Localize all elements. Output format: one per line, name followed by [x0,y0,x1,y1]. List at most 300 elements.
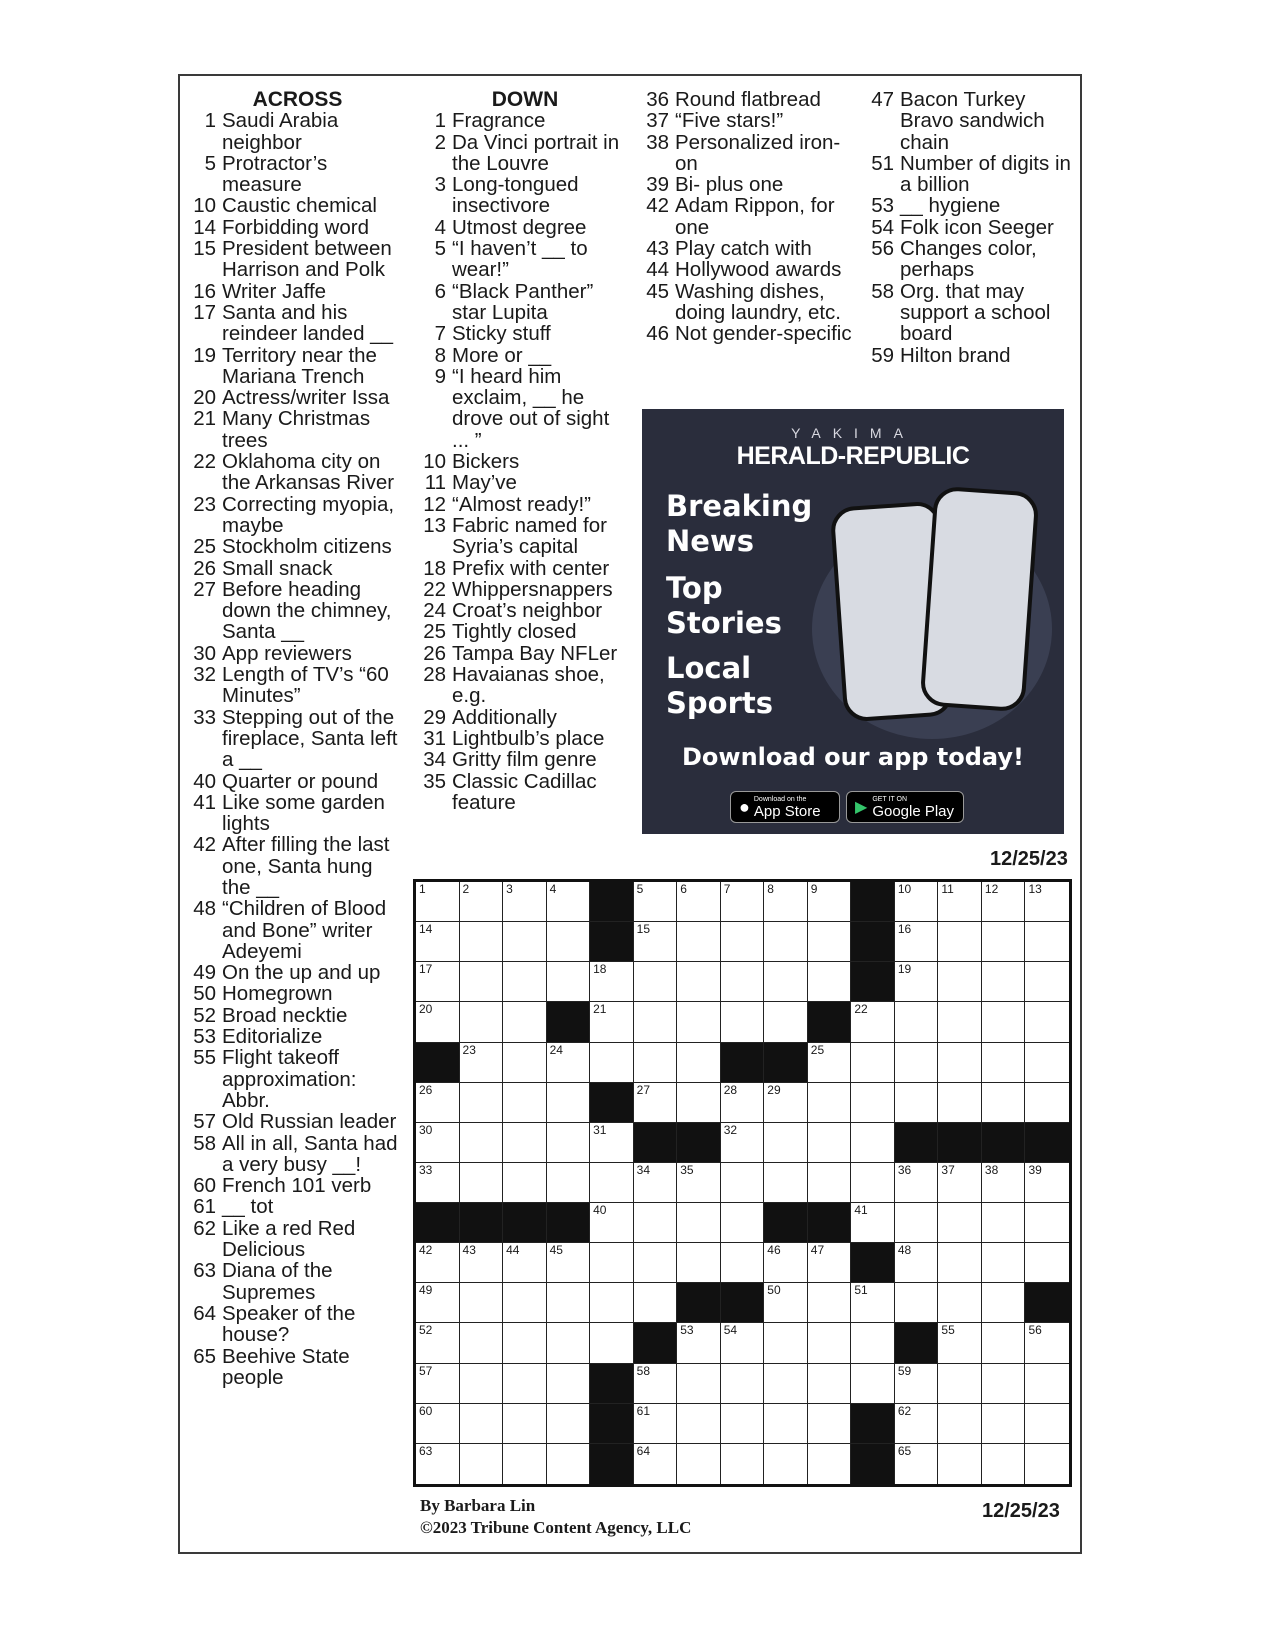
grid-cell[interactable] [547,1163,591,1203]
grid-cell[interactable] [677,1323,721,1363]
grid-cell[interactable] [547,1404,591,1444]
grid-cell[interactable] [721,922,765,962]
grid-cell[interactable] [503,1163,547,1203]
grid-cell[interactable] [764,1404,808,1444]
grid-cell[interactable] [1025,1083,1069,1123]
grid-cell[interactable] [503,1123,547,1163]
grid-cell[interactable] [634,882,678,922]
clue-text: Classic Cadillac feature [452,769,597,814]
clue-text: Sticky stuff [452,322,551,346]
grid-cell[interactable] [938,922,982,962]
grid-cell[interactable] [938,1444,982,1484]
grid-cell[interactable] [460,1444,504,1484]
across-clue [190,664,405,707]
grid-cell[interactable] [1025,1163,1069,1203]
clue-number: 58 [871,279,894,303]
grid-cell[interactable] [764,1323,808,1363]
clue-text: Protractor’s measure [222,151,328,197]
grid-cell[interactable] [938,1243,982,1283]
clue-number: 10 [193,194,216,218]
grid-cell[interactable] [764,1283,808,1323]
down-clue [420,579,630,600]
grid-cell[interactable] [895,1043,939,1083]
grid-cell[interactable] [808,1323,852,1363]
grid-cell[interactable] [895,922,939,962]
grid-cell[interactable] [460,882,504,922]
grid-cell[interactable] [721,962,765,1002]
clue-number: 32 [193,663,216,687]
cell-number: 24 [549,1042,563,1057]
grid-cell[interactable] [677,1083,721,1123]
grid-cell[interactable] [503,962,547,1002]
grid-cell[interactable] [938,1203,982,1243]
clue-number: 15 [193,237,216,261]
clue-text: “I heard him exclaim, __ he drove out of sight ... ” [452,364,610,452]
grid-cell[interactable] [938,882,982,922]
grid-cell[interactable] [677,1043,721,1083]
grid-cell[interactable] [460,1364,504,1404]
clue-number: 8 [434,343,446,367]
grid-cell[interactable] [590,1203,634,1243]
grid-cell[interactable] [938,1404,982,1444]
grid-cell[interactable] [1025,1444,1069,1484]
grid-cell[interactable] [416,1002,460,1042]
clue-text: Actress/writer Issa [222,386,390,410]
grid-cell[interactable] [503,1002,547,1042]
grid-cell[interactable] [503,1043,547,1083]
grid-cell[interactable] [764,962,808,1002]
across-list [190,110,405,1388]
clue-number: 5 [204,151,216,175]
grid-cell[interactable] [808,1283,852,1323]
grid-cell[interactable] [895,1083,939,1123]
grid-cell[interactable] [503,922,547,962]
grid-cell[interactable] [547,1043,591,1083]
grid-cell[interactable] [416,1243,460,1283]
grid-cell[interactable] [938,962,982,1002]
clue-text: Editorialize [222,1025,323,1049]
grid-cell[interactable] [764,1083,808,1123]
grid-cell[interactable] [895,1002,939,1042]
clue-text: Bickers [452,450,520,474]
grid-cell[interactable] [416,1444,460,1484]
grid-cell[interactable] [851,1002,895,1042]
grid-cell[interactable] [764,1123,808,1163]
grid-cell[interactable] [764,1364,808,1404]
grid-cell[interactable] [503,1364,547,1404]
cell-number: 20 [419,1002,433,1017]
grid-cell[interactable] [808,1083,852,1123]
clue-text: Havaianas shoe, e.g. [452,663,605,708]
grid-cell[interactable] [416,922,460,962]
cell-number: 53 [680,1323,694,1338]
grid-cell[interactable] [721,1444,765,1484]
grid-cell[interactable] [547,1364,591,1404]
grid-cell[interactable] [851,1323,895,1363]
grid-cell[interactable] [460,1404,504,1444]
grid-cell[interactable] [460,1083,504,1123]
grid-cell[interactable] [460,1163,504,1203]
grid-cell[interactable] [1025,1243,1069,1283]
grid-cell[interactable] [938,1163,982,1203]
black-square [503,1203,547,1243]
grid-cell[interactable] [1025,1364,1069,1404]
herald-republic-ad[interactable] [642,409,1064,834]
grid-cell[interactable] [460,962,504,1002]
grid-cell[interactable] [460,1002,504,1042]
cell-number: 17 [419,962,433,977]
black-square [851,1243,895,1283]
grid-cell[interactable] [938,1002,982,1042]
grid-cell[interactable] [416,1163,460,1203]
across-clue [190,302,405,345]
black-square [808,1002,852,1042]
down-clue [420,366,630,451]
cell-number: 40 [593,1203,607,1218]
clue-text: Bacon Turkey Bravo sandwich chain [900,88,1045,154]
grid-cell[interactable] [808,1123,852,1163]
grid-cell[interactable] [982,1243,1026,1283]
grid-cell[interactable] [721,1404,765,1444]
grid-cell[interactable] [634,1283,678,1323]
grid-cell[interactable] [677,882,721,922]
grid-cell[interactable] [590,1163,634,1203]
clue-text: Saudi Arabia neighbor [222,109,339,154]
grid-cell[interactable] [982,1163,1026,1203]
grid-cell[interactable] [982,1404,1026,1444]
down-clue [420,728,630,749]
clue-number: 30 [193,641,216,665]
cell-number: 13 [1028,882,1042,896]
grid-cell[interactable] [982,1444,1026,1484]
grid-cell[interactable] [547,1283,591,1323]
clue-number: 1 [204,109,216,133]
grid-cell[interactable] [416,882,460,922]
cell-number: 19 [897,962,912,977]
grid-cell[interactable] [547,882,591,922]
grid-cell[interactable] [677,1444,721,1484]
grid-cell[interactable] [808,1364,852,1404]
grid-cell[interactable] [721,1323,765,1363]
clue-number: 34 [423,748,446,772]
clue-text: Hollywood awards [675,258,842,282]
down-clue [420,238,630,281]
clue-text: All in all, Santa had a very busy __! [222,1131,398,1176]
grid-cell[interactable] [895,1444,939,1484]
grid-cell[interactable] [938,1043,982,1083]
grid-cell[interactable] [416,1283,460,1323]
grid-cell[interactable] [721,1243,765,1283]
grid-cell[interactable] [721,1203,765,1243]
grid-cell[interactable] [460,1283,504,1323]
grid-cell[interactable] [634,1203,678,1243]
clue-text: French 101 verb [222,1174,372,1198]
grid-cell[interactable] [721,1083,765,1123]
black-square [547,1203,591,1243]
grid-cell[interactable] [503,1323,547,1363]
clue-text: Correcting myopia, maybe [222,492,395,537]
cell-number: 6 [680,882,687,896]
grid-cell[interactable] [416,1323,460,1363]
grid-cell[interactable] [851,1043,895,1083]
grid-cell[interactable] [938,1083,982,1123]
cell-number: 8 [767,882,774,896]
grid-cell[interactable] [938,1283,982,1323]
cell-number: 42 [419,1243,433,1258]
grid-cell[interactable] [677,1002,721,1042]
cell-number: 28 [723,1082,738,1097]
grid-cell[interactable] [634,922,678,962]
grid-cell[interactable] [808,962,852,1002]
grid-cell[interactable] [503,1283,547,1323]
grid-cell[interactable] [764,1243,808,1283]
across-clue [190,771,405,792]
clue-text: Long-tongued insectivore [452,173,579,218]
clue-number: 23 [193,492,216,516]
grid-cell[interactable] [895,1283,939,1323]
grid-cell[interactable] [764,1002,808,1042]
grid-cell[interactable] [590,1323,634,1363]
down-clue [420,451,630,472]
grid-cell[interactable] [982,922,1026,962]
clue-text: “Black Panther” star Lupita [452,279,594,324]
grid-cell[interactable] [416,962,460,1002]
grid-cell[interactable] [547,1323,591,1363]
ad-feature-top-stories: Top Stories [666,571,782,640]
grid-cell[interactable] [1025,882,1069,922]
grid-cell[interactable] [503,882,547,922]
grid-cell[interactable] [938,1323,982,1363]
grid-cell[interactable] [1025,1203,1069,1243]
grid-cell[interactable] [677,1364,721,1404]
cell-number: 39 [1028,1162,1042,1177]
author-credit: By Barbara Lin [420,1496,536,1515]
puzzle-date-top: 12/25/23 [990,848,1068,870]
clue-number: 21 [193,407,216,431]
clue-text: Tampa Bay NFLer [452,641,618,665]
across-clue [190,408,405,451]
clue-number: 9 [434,364,446,388]
down-clue [868,89,1073,153]
grid-cell[interactable] [634,1364,678,1404]
grid-cell[interactable] [895,962,939,1002]
clue-number: 16 [193,279,216,303]
down-clue [420,132,630,175]
grid-cell[interactable] [634,962,678,1002]
clue-text: Adam Rippon, for one [675,194,835,239]
grid-cell[interactable] [808,882,852,922]
clue-number: 22 [193,450,216,474]
grid-cell[interactable] [721,1163,765,1203]
cell-number: 22 [854,1002,868,1017]
grid-cell[interactable] [851,1123,895,1163]
grid-cell[interactable] [982,1083,1026,1123]
copyright: ©2023 Tribune Content Agency, LLC [420,1518,692,1537]
ad-cta: Download our app today! [682,743,1024,771]
grid-cell[interactable] [1025,1043,1069,1083]
clue-number: 22 [423,577,446,601]
clue-text: Croat’s neighbor [452,599,603,623]
grid-cell[interactable] [590,1283,634,1323]
grid-cell[interactable] [677,962,721,1002]
clue-text: More or __ [452,343,552,367]
grid-cell[interactable] [982,1002,1026,1042]
grid-cell[interactable] [721,1002,765,1042]
grid-cell[interactable] [416,1123,460,1163]
play-icon: ▶ [855,799,868,816]
grid-cell[interactable] [982,1043,1026,1083]
cell-number: 31 [593,1122,607,1137]
grid-cell[interactable] [982,1323,1026,1363]
clue-text: Gritty film genre [452,748,597,772]
google-play-button[interactable] [846,791,964,823]
grid-cell[interactable] [547,962,591,1002]
grid-cell[interactable] [590,1243,634,1283]
clue-text: Tightly closed [452,620,577,644]
grid-cell[interactable] [503,1404,547,1444]
grid-cell[interactable] [895,1404,939,1444]
grid-cell[interactable] [895,1163,939,1203]
crossword-grid[interactable] [413,879,1072,1487]
black-square [851,922,895,962]
grid-cell[interactable] [721,1364,765,1404]
cell-number: 11 [941,882,954,896]
grid-cell[interactable] [590,1002,634,1042]
clue-number: 29 [423,705,446,729]
grid-cell[interactable] [895,1364,939,1404]
black-square [721,1283,765,1323]
across-clue [190,195,405,216]
grid-cell[interactable] [677,1243,721,1283]
across-clue [190,1111,405,1132]
grid-cell[interactable] [547,1083,591,1123]
grid-cell[interactable] [808,1043,852,1083]
grid-cell[interactable] [808,922,852,962]
grid-cell[interactable] [982,1364,1026,1404]
grid-cell[interactable] [634,1444,678,1484]
grid-cell[interactable] [590,962,634,1002]
grid-cell[interactable] [1025,962,1069,1002]
clue-number: 17 [193,300,216,324]
grid-cell[interactable] [416,1404,460,1444]
cell-number: 5 [636,882,644,896]
grid-cell[interactable] [808,1404,852,1444]
grid-cell[interactable] [1025,1323,1069,1363]
clue-number: 57 [193,1110,216,1134]
credit [420,1495,691,1539]
grid-cell[interactable] [721,882,765,922]
clue-text: May’ve [452,471,517,495]
grid-cell[interactable] [503,1243,547,1283]
clue-number: 53 [193,1025,216,1049]
grid-cell[interactable] [634,1404,678,1444]
grid-cell[interactable] [416,1364,460,1404]
clue-number: 42 [193,833,216,857]
grid-cell[interactable] [1025,922,1069,962]
grid-cell[interactable] [938,1364,982,1404]
grid-cell[interactable] [851,1283,895,1323]
grid-cell[interactable] [895,882,939,922]
grid-cell[interactable] [677,1203,721,1243]
grid-cell[interactable] [634,1002,678,1042]
clue-text: Da Vinci portrait in the Louvre [452,130,620,175]
clue-number: 59 [871,343,894,367]
grid-cell[interactable] [721,1123,765,1163]
clue-number: 1 [434,109,446,133]
clue-number: 42 [646,194,669,218]
grid-cell[interactable] [1025,1002,1069,1042]
grid-cell[interactable] [808,1444,852,1484]
grid-cell[interactable] [677,1404,721,1444]
grid-cell[interactable] [547,1444,591,1484]
clue-number: 50 [193,982,216,1006]
grid-cell[interactable] [634,1163,678,1203]
grid-cell[interactable] [982,1203,1026,1243]
grid-cell[interactable] [851,1163,895,1203]
grid-cell[interactable] [851,1364,895,1404]
grid-cell[interactable] [895,1243,939,1283]
grid-cell[interactable] [416,1083,460,1123]
grid-cell[interactable] [590,1123,634,1163]
grid-cell[interactable] [895,1203,939,1243]
grid-cell[interactable] [982,962,1026,1002]
cell-number: 14 [419,922,433,937]
cell-number: 7 [723,882,731,896]
grid-cell[interactable] [982,1283,1026,1323]
grid-cell[interactable] [764,922,808,962]
grid-cell[interactable] [547,1123,591,1163]
grid-cell[interactable] [851,1203,895,1243]
across-clue [190,345,405,388]
grid-cell[interactable] [677,1163,721,1203]
grid-cell[interactable] [634,1243,678,1283]
cell-number: 1 [419,882,426,896]
grid-cell[interactable] [503,1444,547,1484]
grid-cell[interactable] [503,1083,547,1123]
app-store-button[interactable] [730,791,840,823]
clue-number: 62 [193,1216,216,1240]
clue-number: 63 [193,1259,216,1283]
cell-number: 32 [723,1122,738,1137]
grid-cell[interactable] [460,1043,504,1083]
grid-cell[interactable] [982,882,1026,922]
grid-cell[interactable] [677,922,721,962]
grid-cell[interactable] [764,882,808,922]
grid-cell[interactable] [851,1083,895,1123]
clue-text: Quarter or pound [222,769,379,793]
down-clue [420,600,630,621]
black-square [982,1123,1026,1163]
grid-cell[interactable] [460,1243,504,1283]
down-clue [643,132,853,175]
grid-cell[interactable] [634,1083,678,1123]
grid-cell[interactable] [808,1243,852,1283]
grid-cell[interactable] [808,1163,852,1203]
across-clue [190,494,405,537]
clue-number: 28 [423,663,446,687]
grid-cell[interactable] [547,1243,591,1283]
cell-number: 45 [549,1243,563,1258]
grid-cell[interactable] [764,1163,808,1203]
grid-cell[interactable] [634,1043,678,1083]
grid-cell[interactable] [764,1444,808,1484]
grid-cell[interactable] [1025,1404,1069,1444]
grid-cell[interactable] [460,1323,504,1363]
grid-cell[interactable] [460,922,504,962]
grid-cell[interactable] [547,922,591,962]
grid-cell[interactable] [460,1123,504,1163]
grid-cell[interactable] [590,1043,634,1083]
